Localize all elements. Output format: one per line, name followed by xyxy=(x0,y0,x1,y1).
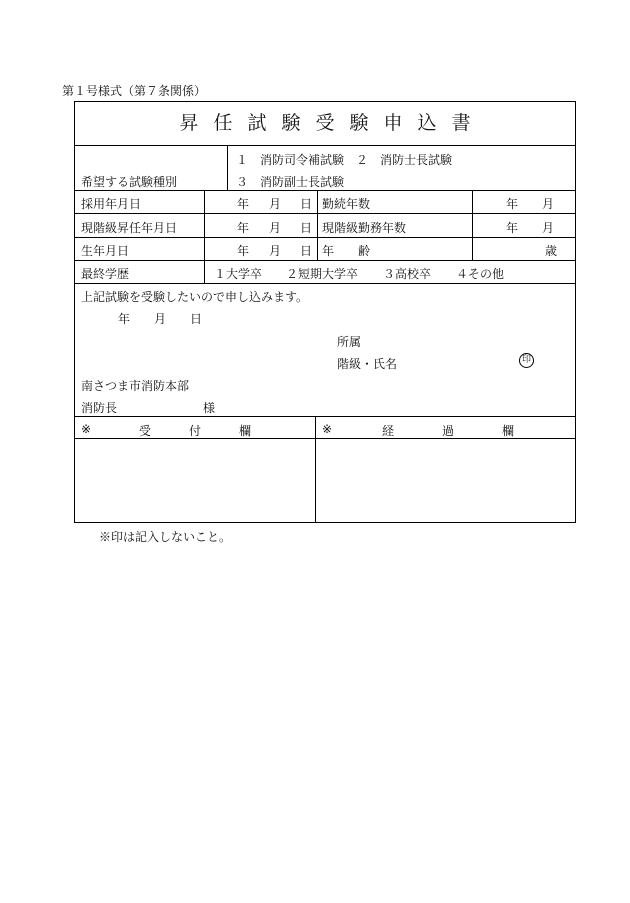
hire-date-year: 年 xyxy=(237,197,250,211)
birth-date-label: 生年月日 xyxy=(81,244,130,258)
promotion-date-label: 現階級昇任年月日 xyxy=(81,221,178,235)
rule-below-title xyxy=(74,145,576,146)
hire-date-day: 日 xyxy=(300,197,313,211)
grade-tenure-month: 月 xyxy=(542,221,555,235)
progress-mark: ※ xyxy=(322,422,333,436)
promotion-date-day: 日 xyxy=(300,221,313,235)
rule-below-birth-date xyxy=(74,260,576,261)
form-title: 昇任試験受験申込書 xyxy=(179,112,486,134)
rule-above-office-use xyxy=(74,416,576,417)
education-option-high-school: ３高校卒 xyxy=(383,267,432,281)
addressee-organization: 南さつま市消防本部 xyxy=(81,379,190,393)
application-statement: 上記試験を受験したいので申し込みます。 xyxy=(81,290,309,304)
divider-middle-column xyxy=(317,190,318,260)
hire-date-label: 採用年月日 xyxy=(81,197,142,211)
divider-exam-type xyxy=(227,145,228,190)
exam-options-line1: １ 消防司令補試験 ２ 消防士長試験 xyxy=(236,153,453,167)
note: ※印は記入しないこと。 xyxy=(99,530,232,544)
addressee-honorific: 様 xyxy=(203,401,216,415)
birth-date-month: 月 xyxy=(269,244,282,258)
education-option-university: １大学卒 xyxy=(214,267,263,281)
exam-options-line2: ３ 消防副士長試験 xyxy=(236,175,345,189)
rule-below-education xyxy=(74,283,576,284)
progress-label xyxy=(382,422,563,439)
education-label: 最終学歴 xyxy=(81,267,130,281)
education-option-junior-college: ２短期大学卒 xyxy=(286,267,359,281)
divider-office-use xyxy=(315,416,316,523)
receipt-label xyxy=(139,422,290,439)
age-unit: 歳 xyxy=(545,244,558,258)
addressee-title: 消防長 xyxy=(81,401,118,415)
hire-date-month: 月 xyxy=(269,197,282,211)
grade-tenure-label: 現階級勤務年数 xyxy=(322,221,407,235)
grade-tenure-year: 年 xyxy=(506,221,519,235)
exam-type-label: 希望する試験種別 xyxy=(81,175,178,189)
progress-label-text: 経過欄 xyxy=(382,424,563,438)
affiliation-label: 所属 xyxy=(337,335,362,349)
divider-right-column xyxy=(472,190,473,260)
rule-below-hire-date xyxy=(74,213,576,214)
receipt-label-text: 受付欄 xyxy=(139,424,290,438)
tenure-label: 勤続年数 xyxy=(322,197,371,211)
tenure-month: 月 xyxy=(542,197,555,211)
rule-below-exam-type xyxy=(74,190,576,191)
rank-name-label: 階級・氏名 xyxy=(337,357,398,371)
promotion-date-year: 年 xyxy=(237,221,250,235)
birth-date-year: 年 xyxy=(237,244,250,258)
application-date-line: 年 月 日 xyxy=(118,312,203,326)
birth-date-day: 日 xyxy=(300,244,313,258)
tenure-year: 年 xyxy=(506,197,519,211)
age-label: 年 齢 xyxy=(322,244,371,258)
receipt-mark: ※ xyxy=(81,422,92,436)
education-option-other: ４その他 xyxy=(456,267,505,281)
form-reference: 第１号様式（第７条関係） xyxy=(62,84,207,98)
divider-label-column xyxy=(204,190,205,283)
rule-below-promotion-date xyxy=(74,237,576,238)
seal-mark-icon: 印 xyxy=(519,353,534,368)
promotion-date-month: 月 xyxy=(269,221,282,235)
